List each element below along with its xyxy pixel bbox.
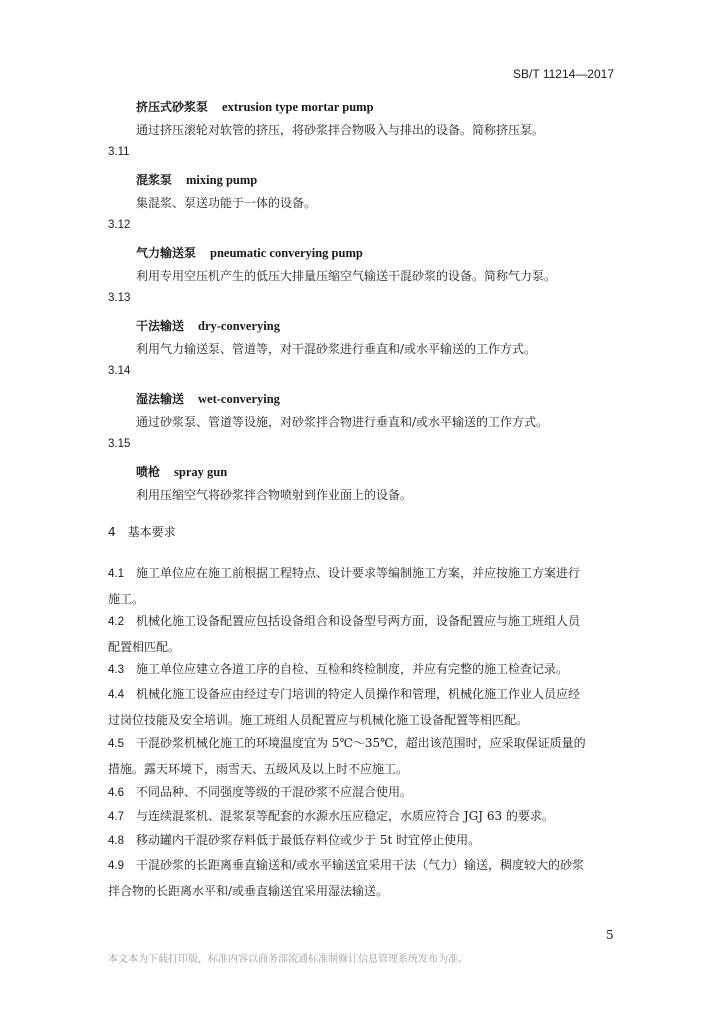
requirement-number: 4.5 [108,738,124,750]
requirement-number: 4.3 [108,664,124,676]
term-chinese: 挤压式砂浆泵 [136,100,209,114]
term-english: pneumatic converying pump [210,246,363,260]
term-number: 3.11 [108,146,130,158]
section-heading [108,523,176,540]
requirement-number: 4.4 [108,689,124,701]
requirement-number: 4.6 [108,787,124,799]
requirement-text: 干混砂浆的长距离垂直输送和/或水平输送宜采用干法（气力）输送，稠度较大的砂浆 [136,858,585,872]
term-heading [136,242,363,261]
term-definition: 通过砂浆泵、管道等设施，对砂浆拌合物进行垂直和/或水平输送的工作方式。 [136,415,549,429]
term-number: 3.14 [108,365,131,377]
requirement-item [108,853,614,904]
requirement-text: 机械化施工设备应由经过专门培训的特定人员操作和管理，机械化施工作业人员应经 [136,687,581,701]
requirement-text-cont: 措施。露天环境下，雨雪天、五级风及以上时不应施工。 [108,762,409,776]
term-heading [136,169,257,188]
term-heading [136,461,227,480]
term-definition: 集混浆、泵送功能于一体的设备。 [136,196,317,210]
term-english: spray gun [174,465,228,479]
requirement-item [108,657,614,683]
requirement-text: 施工单位应在施工前根据工程特点、设计要求等编制施工方案，并应按施工方案进行 [136,566,581,580]
requirement-item [108,682,614,733]
requirement-text-cont: 拌合物的长距离水平和/或垂直输送宜采用湿法输送。 [108,884,389,898]
term-heading [136,96,374,115]
term-heading [136,315,280,334]
term-number: 3.15 [108,438,131,450]
term-english: wet-converying [198,392,280,406]
term-definition: 利用压缩空气将砂浆拌合物喷射到作业面上的设备。 [136,488,413,502]
requirement-text: 干混砂浆机械化施工的环境温度宜为 5℃～35℃，超出该范围时，应采取保证质量的 [136,736,586,750]
term-number: 3.13 [108,292,131,304]
requirement-item [108,731,614,782]
term-english: extrusion type mortar pump [222,100,374,114]
requirement-item [108,780,614,806]
page-number: 5 [606,928,614,942]
term-english: dry-converying [198,319,280,333]
footer-notice: 本文本为下载打印版，标准内容以商务部流通标准制修订信息管理系统发布为准。 [108,954,468,965]
term-chinese: 湿法输送 [136,392,185,406]
requirement-item [108,828,614,854]
requirement-number: 4.8 [108,835,124,847]
requirement-number: 4.9 [108,860,124,872]
requirement-number: 4.1 [108,568,124,580]
term-chinese: 喷枪 [136,465,161,479]
requirement-number: 4.7 [108,811,124,823]
term-chinese: 干法输送 [136,319,185,333]
requirement-text: 不同品种、不同强度等级的干混砂浆不应混合使用。 [136,785,413,799]
requirement-text-cont: 配置相匹配。 [108,640,181,654]
term-definition: 利用专用空压机产生的低压大排量压缩空气输送干混砂浆的设备。简称气力泵。 [136,269,557,283]
requirement-item [108,561,614,612]
term-english: mixing pump [186,173,258,187]
requirement-text: 移动罐内干混砂浆存料低于最低存料位或少于 5t 时宜停止使用。 [136,833,481,847]
term-heading [136,388,280,407]
requirement-text-cont: 施工。 [108,592,145,606]
section-title: 基本要求 [127,525,176,539]
requirement-text: 机械化施工设备配置应包括设备组合和设备型号两方面，设备配置应与施工班组人员 [136,614,581,628]
requirement-text-cont: 过岗位技能及安全培训。施工班组人员配置应与机械化施工设备配置等相匹配。 [108,713,529,727]
term-definition: 利用气力输送泵、管道等，对干混砂浆进行垂直和/或水平输送的工作方式。 [136,342,537,356]
term-chinese: 混浆泵 [136,173,173,187]
requirement-number: 4.2 [108,616,124,628]
standard-code: SB/T 11214—2017 [513,67,614,81]
requirement-text: 与连续混浆机、混浆泵等配套的水源水压应稳定，水质应符合 JGJ 63 的要求。 [136,809,554,823]
term-definition: 通过挤压滚轮对软管的挤压，将砂浆拌合物吸入与排出的设备。简称挤压泵。 [136,123,545,137]
requirement-item [108,609,614,660]
requirement-text: 施工单位应建立各道工序的自检、互检和终检制度，并应有完整的施工检查记录。 [136,662,569,676]
term-chinese: 气力输送泵 [136,246,197,260]
requirement-item [108,804,614,830]
term-number: 3.12 [108,219,131,231]
section-number: 4 [108,525,116,539]
